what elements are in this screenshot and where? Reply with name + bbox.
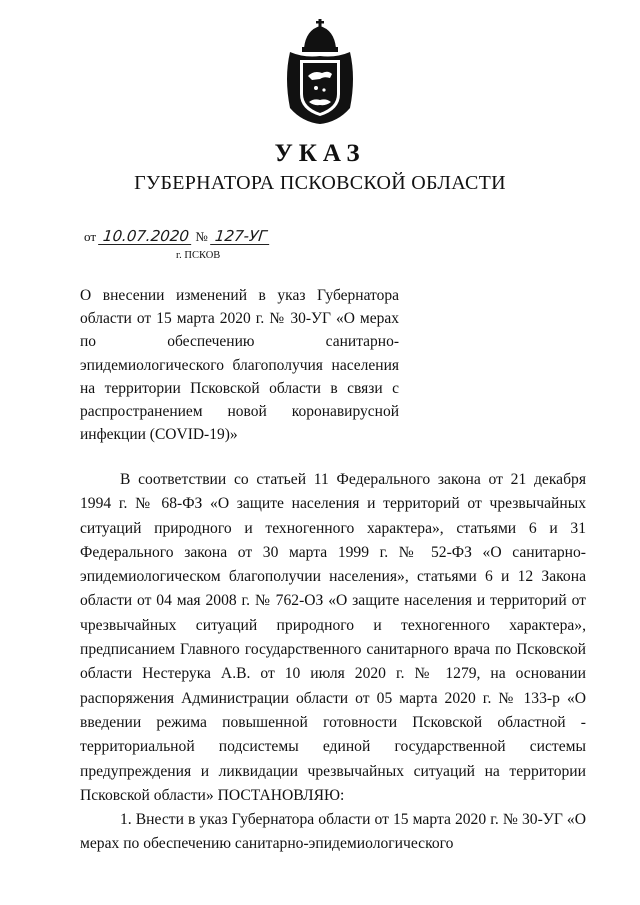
document-subtitle: ГУБЕРНАТОРА ПСКОВСКОЙ ОБЛАСТИ <box>134 172 506 194</box>
city-name: г. ПСКОВ <box>176 250 221 261</box>
handwritten-date: 10.07.2020 <box>98 228 193 245</box>
handwritten-number: 127-УГ <box>210 228 270 245</box>
coat-of-arms-icon <box>282 18 358 126</box>
decree-heading: О внесении изменений в указ Губернатора области от 15 марта 2020 г. № 30-УГ «О мерах по обеспечению санитарно-эпидемиологического благополучия населения на территории Псковской области в связи с распространением новой коронавирусной инфекции (COVID-19)» <box>80 287 399 444</box>
decree-body <box>80 468 586 857</box>
item-1-paragraph: 1. Внести в указ Губернатора области от 15 марта 2020 г. № 30-УГ «О мерах по обеспечению санитарно-эпидемиологического <box>80 811 586 853</box>
date-prefix: от <box>84 229 97 244</box>
number-sign: № <box>195 229 208 244</box>
preamble-paragraph: В соответствии со статьей 11 Федерального закона от 21 декабря 1994 г. № 68-ФЗ «О защите населения и территорий от чрезвычайных ситуаций природного и техногенного характера», статьями 6 и 31 Федерального закона от 30 марта 1999 г. № 52-ФЗ «О санитарно-эпидемиологическом благополучии населения», статьями 6 и 12 Закона области от 04 мая 2008 г. № 762-ОЗ «О защите населения и территорий от чрезвычайных ситуаций природного и техногенного характера», предписанием Главного государственного санитарного врача по Псковской области Нестерука А.В. от 10 июля 2020 г. № 1279, на основании распоряжения Администрации области от 05 марта 2020 г. № 133-р «О введении режима повышенной готовности Псковской областной - территориальной подсистемы единой государственной системы предупреждения и ликвидации чрезвычайных ситуаций на территории Псковской области» ПОСТАНОВЛЯЮ: <box>80 471 586 804</box>
date-number-line <box>84 228 270 245</box>
document-title: УКАЗ <box>274 140 366 167</box>
